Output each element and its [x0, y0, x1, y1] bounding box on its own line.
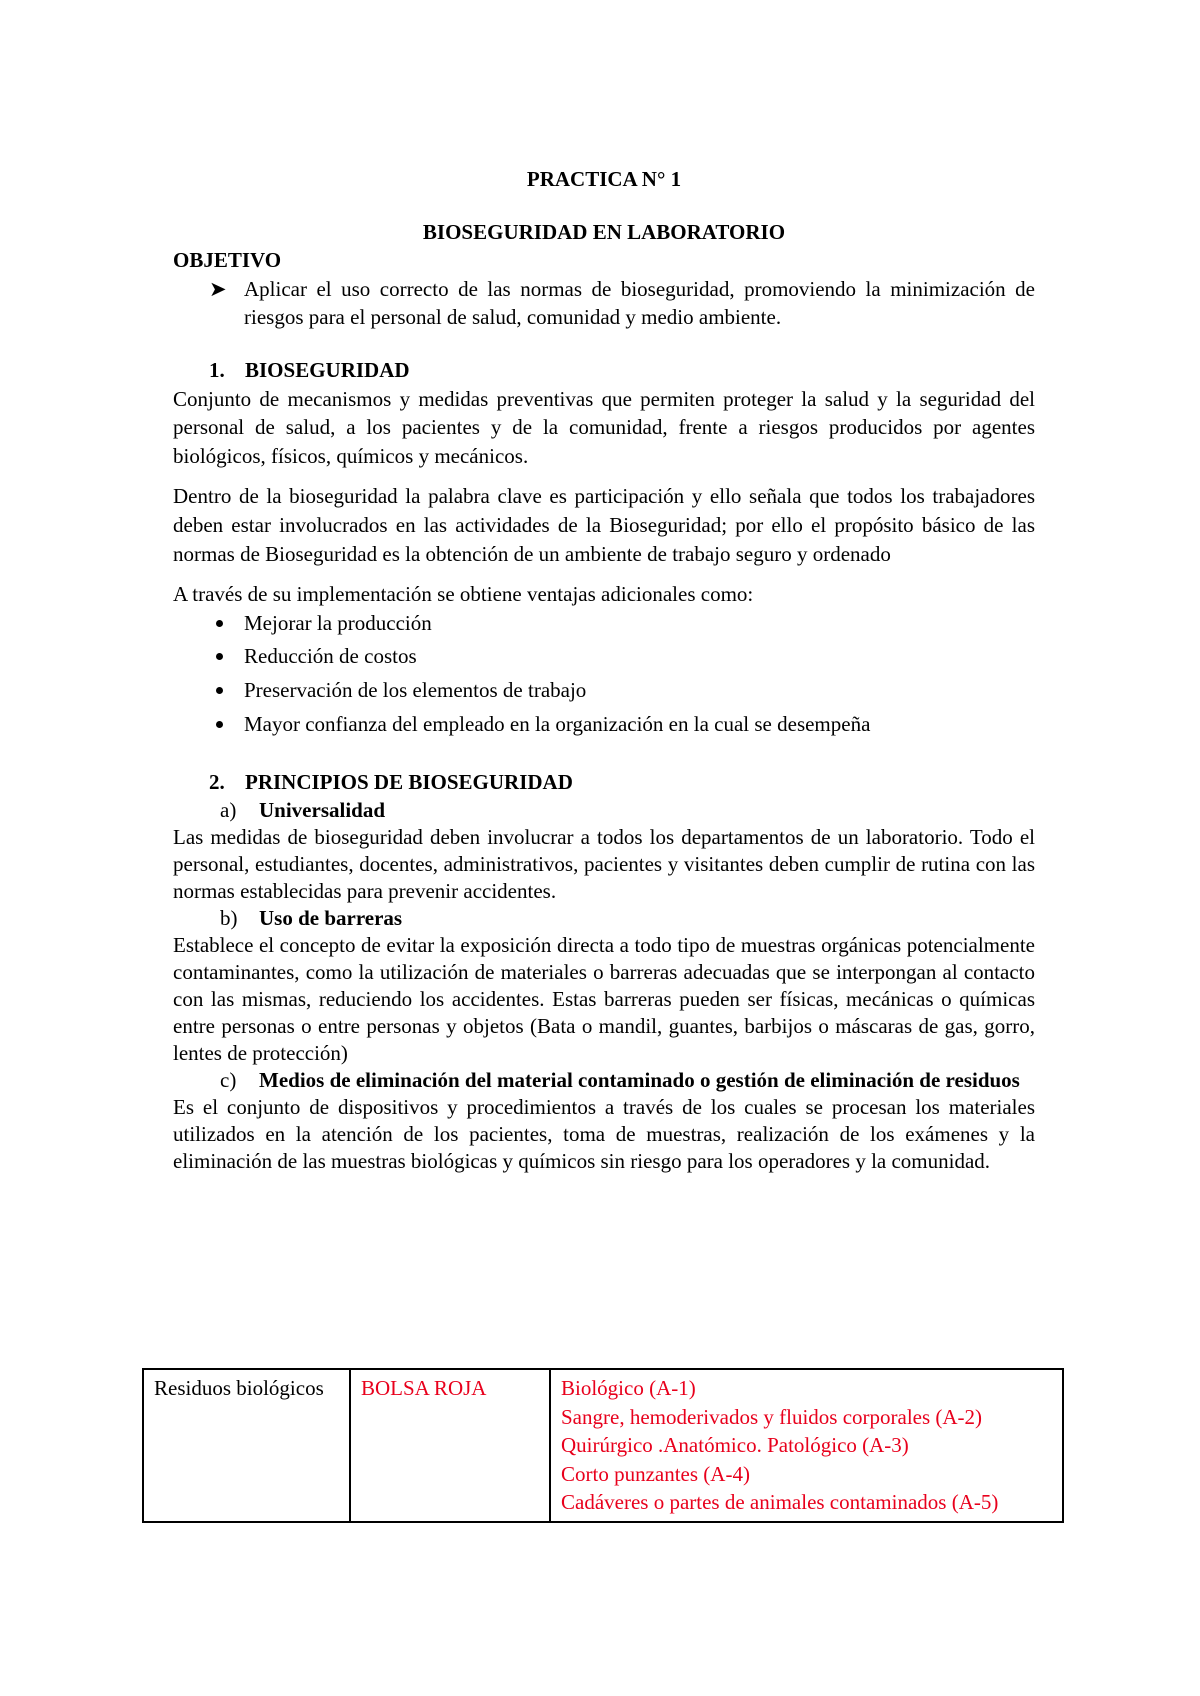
- section-1-number: 1.: [209, 357, 225, 382]
- waste-table: [142, 1368, 1064, 1523]
- section-1-paragraph-1: Conjunto de mecanismos y medidas preventivas que permiten proteger la salud y la seguridad del personal de salud, a los pacientes y de la comunidad, frente a riesgos producidos por agentes biológicos, físicos, químicos y mecánicos.: [173, 386, 1035, 468]
- list-item: Mejorar la producción: [173, 609, 1035, 638]
- list-item: Mayor confianza del empleado en la organización en la cual se desempeña: [173, 710, 1035, 739]
- section-1-paragraph-2: Dentro de la bioseguridad la palabra clave es participación y ello señala que todos los trabajadores deben estar involucrados en las actividades de la Bioseguridad; por ello el propósito básico de las normas de Bioseguridad es la obtención de un ambiente de trabajo seguro y ordenado: [173, 484, 1035, 566]
- subsection-c-letter: c): [220, 1067, 237, 1092]
- subsection-b-title: Uso de barreras: [259, 905, 403, 930]
- category-line: Biológico (A-1): [561, 1376, 696, 1400]
- list-item: Preservación de los elementos de trabajo: [173, 676, 1035, 705]
- section-1-title: BIOSEGURIDAD: [245, 357, 410, 382]
- advantages-list: [173, 609, 1035, 738]
- page-subtitle: BIOSEGURIDAD EN LABORATORIO: [422, 219, 786, 244]
- arrow-bullet-icon: ➤: [209, 276, 227, 301]
- page-title: PRACTICA N° 1: [526, 167, 682, 191]
- subsection-a-letter: a): [220, 797, 237, 822]
- section-1-heading: [173, 356, 1035, 385]
- objective-heading: OBJETIVO: [173, 248, 282, 273]
- category-line: Corto punzantes (A-4): [561, 1461, 750, 1486]
- section-2-number: 2.: [209, 770, 225, 795]
- subsection-c-title: Medios de eliminación del material contaminado o gestión de eliminación de residuos: [259, 1067, 1020, 1092]
- table-cell-bag-color: BOLSA ROJA: [350, 1369, 550, 1522]
- section-2-title: PRINCIPIOS DE BIOSEGURIDAD: [245, 770, 573, 795]
- bullet-icon: [216, 687, 223, 694]
- bullet-icon: [216, 653, 223, 660]
- subsection-a-title: Universalidad: [259, 797, 386, 822]
- subsection-b-heading: [173, 905, 1035, 932]
- table-cell-waste-type: Residuos biológicos: [143, 1369, 350, 1522]
- subsection-a-text: Las medidas de bioseguridad deben involucrar a todos los departamentos de un laboratorio. Todo el personal, estudiantes, docentes, administrativos, pacientes y visitantes deben cumplir de rutina con las normas establecidas para prevenir accidentes.: [173, 824, 1035, 903]
- category-line: Sangre, hemoderivados y fluidos corporales (A-2): [561, 1404, 983, 1429]
- document-content: [173, 165, 1035, 1175]
- subsection-b-letter: b): [220, 905, 238, 930]
- category-line: Quirúrgico .Anatómico. Patológico (A-3): [561, 1433, 909, 1458]
- objective-item: [173, 275, 1035, 332]
- category-line: Cadáveres o partes de animales contaminados (A-5): [561, 1490, 999, 1515]
- objective-text: Aplicar el uso correcto de las normas de bioseguridad, promoviendo la minimización de riesgos para el personal de salud, comunidad y medio ambiente.: [244, 276, 1035, 330]
- section-1-paragraph-3: A través de su implementación se obtiene ventajas adicionales como:: [173, 582, 754, 607]
- bullet-icon: [216, 620, 223, 627]
- table-cell-categories: [550, 1369, 1063, 1522]
- section-2-heading: [173, 768, 1035, 797]
- bullet-icon: [216, 721, 223, 728]
- subsection-c-text: Es el conjunto de dispositivos y procedimientos a través de los cuales se procesan los materiales utilizados en la atención de los pacientes, toma de muestras, realización de los exámenes y la eliminación de las muestras biológicas y químicos sin riesgo para los operadores y la comunidad.: [173, 1094, 1035, 1173]
- subsection-c-heading: [173, 1067, 1035, 1094]
- subsection-b-text: Establece el concepto de evitar la exposición directa a todo tipo de muestras orgánicas potencialmente contaminantes, como la utilización de materiales o barreras adecuadas que se interpongan al contacto con las mismas, reduciendo los accidentes. Estas barreras pueden ser físicas, mecánicas o químicas entre personas o entre personas y objetos (Bata o mandil, guantes, barbijos o máscaras de gas, gorro, lentes de protección): [173, 932, 1035, 1065]
- table-row: [143, 1369, 1063, 1522]
- list-item: Reducción de costos: [173, 642, 1035, 671]
- subsection-a-heading: [173, 797, 1035, 824]
